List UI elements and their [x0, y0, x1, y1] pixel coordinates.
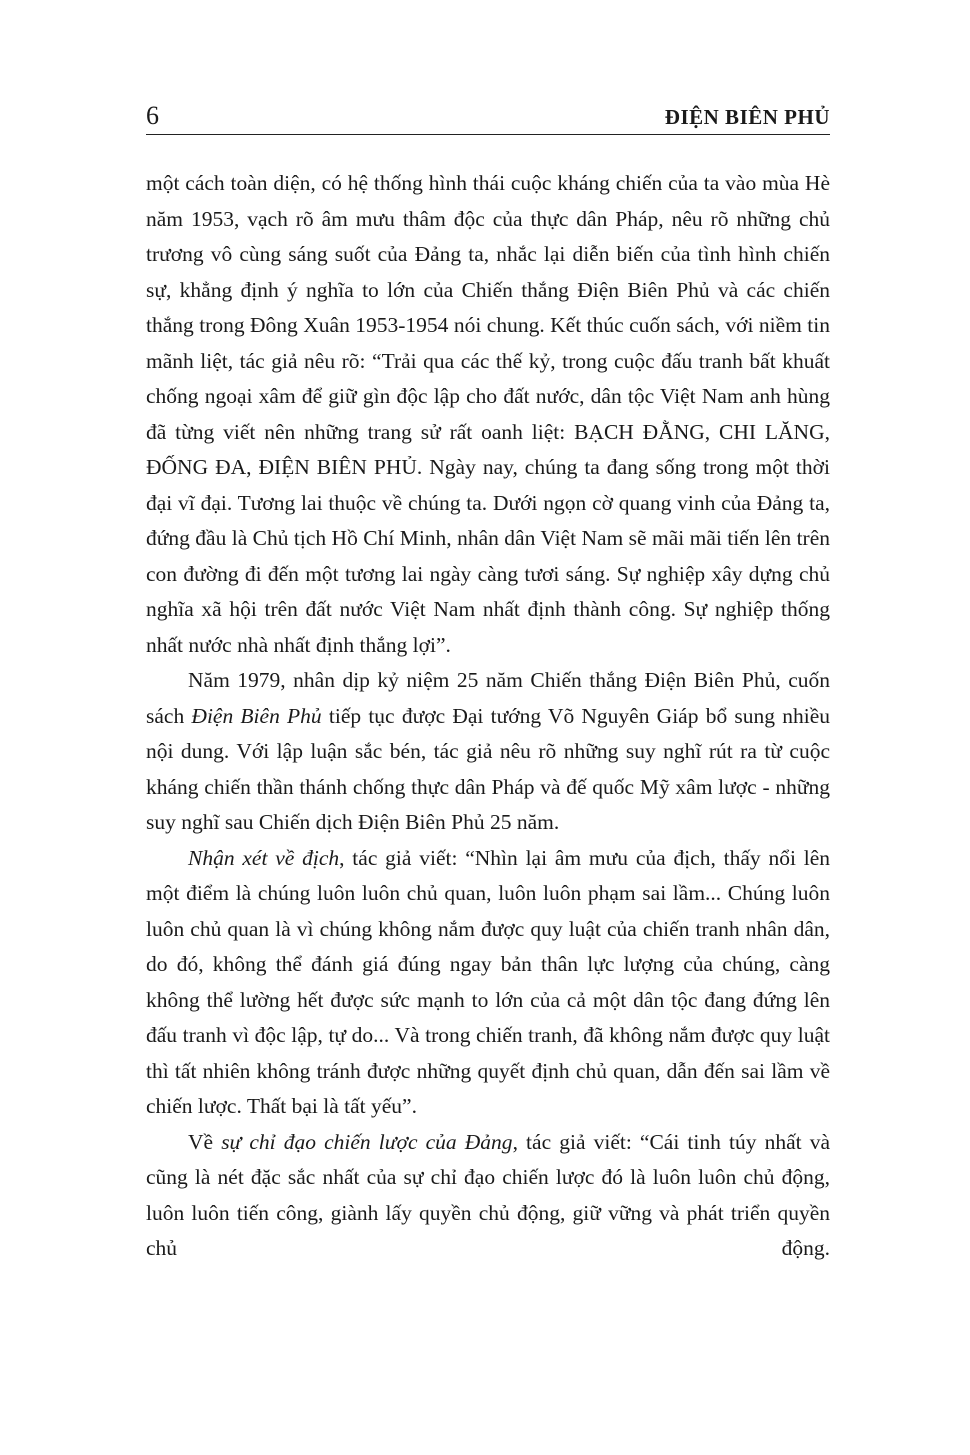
paragraph-4-after: , tác giả viết: “Cái tinh túy nhất và cũng là nét đặc sắc nhất của sự chỉ đạo chiến lược đó là luôn luôn chủ động, luôn luôn tiến công, giành lấy quyền chủ động, giữ vững và phát triển quyền chủ động. [146, 1129, 830, 1260]
paragraph-3-after: , tác giả viết: “Nhìn lại âm mưu của địch, thấy nổi lên một điểm là chúng luôn luôn chủ quan, luôn luôn phạm sai lầm... Chúng luôn luôn chủ quan là vì chúng không nắm được quy luật của chiến tranh nhân dân, do đó, không thể đánh giá đúng ngay bản thân lực lượng của chúng, càng không thể lường hết được sức mạnh to lớn của cả một dân tộc đang đứng lên đấu tranh vì độc lập, tự do... Và trong chiến tranh, đã không nắm được quy luật thì tất nhiên không tránh được những quyết định chủ quan, dẫn đến sai lầm về chiến lược. Thất bại là tất yếu”. [146, 845, 830, 1118]
paragraph-1 [146, 166, 830, 663]
paragraph-1-text: một cách toàn diện, có hệ thống hình thái cuộc kháng chiến của ta vào mùa Hè năm 1953, vạch rõ âm mưu thâm độc của thực dân Pháp, nêu rõ những chủ trương vô cùng sáng suốt của Đảng ta, nhắc lại diễn biến của tình hình chiến sự, khẳng định ý nghĩa to lớn của Chiến thắng Điện Biên Phủ và các chiến thắng trong Đông Xuân 1953-1954 nói chung. Kết thúc cuốn sách, với niềm tin mãnh liệt, tác giả nêu rõ: “Trải qua các thế kỷ, trong cuộc đấu tranh bất khuất chống ngoại xâm để giữ gìn độc lập cho đất nước, dân tộc Việt Nam anh hùng đã từng viết nên những trang sử rất oanh liệt: BẠCH ĐẰNG, CHI LĂNG, ĐỐNG ĐA, ĐIỆN BIÊN PHỦ. Ngày nay, chúng ta đang sống trong một thời đại vĩ đại. Tương lai thuộc về chúng ta. Dưới ngọn cờ quang vinh của Đảng ta, đứng đầu là Chủ tịch Hồ Chí Minh, nhân dân Việt Nam sẽ mãi mãi tiến lên trên con đường đi đến một tương lai ngày càng tươi sáng. Sự nghiệp xây dựng chủ nghĩa xã hội trên đất nước Việt Nam nhất định thành công. Sự nghiệp thống nhất nước nhà nhất định thắng lợi”. [146, 171, 830, 657]
paragraph-3 [146, 841, 830, 1125]
page-header [146, 100, 830, 136]
paragraph-4-heading: sự chỉ đạo chiến lược của Đảng [221, 1129, 513, 1154]
paragraph-2-book-title: Điện Biên Phủ [191, 703, 322, 728]
paragraph-3-heading: Nhận xét về địch [188, 845, 340, 870]
paragraph-4 [146, 1125, 830, 1267]
paragraph-4-before: Về [188, 1129, 222, 1154]
header-divider [146, 134, 830, 135]
running-title: ĐIỆN BIÊN PHỦ [664, 105, 830, 129]
page-number: 6 [146, 101, 159, 130]
paragraph-2-before: Năm 1979, nhân dịp kỷ niệm 25 năm Chiến thắng Điện Biên Phủ, cuốn sách [146, 668, 830, 728]
body-text [146, 166, 830, 1267]
paragraph-2 [146, 663, 830, 841]
paragraph-2-after: tiếp tục được Đại tướng Võ Nguyên Giáp bổ sung nhiều nội dung. Với lập luận sắc bén, tác giả nêu rõ những suy nghĩ rút ra từ cuộc kháng chiến thần thánh chống thực dân Pháp và đế quốc Mỹ xâm lược - những suy nghĩ sau Chiến dịch Điện Biên Phủ 25 năm. [146, 703, 830, 834]
